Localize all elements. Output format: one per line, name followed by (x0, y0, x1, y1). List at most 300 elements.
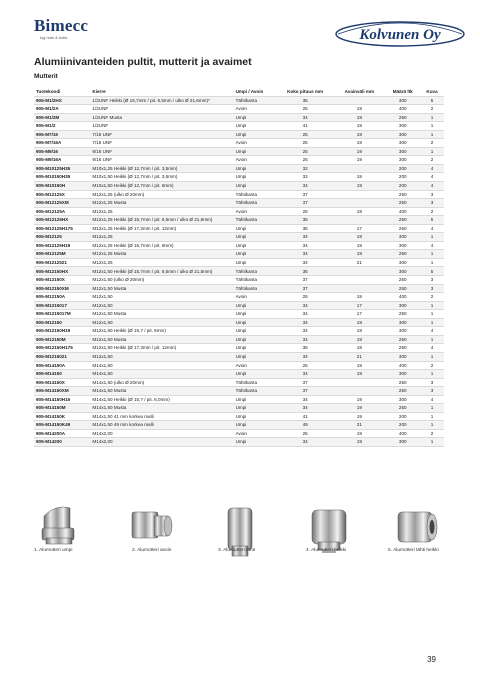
total-length-cell: 25 (277, 139, 333, 148)
table-row (34, 335, 444, 344)
figure-ref-cell: 4 (420, 182, 444, 191)
figure-ref-cell: 2 (420, 105, 444, 114)
table-row (34, 250, 444, 259)
table-row (34, 352, 444, 361)
pack-quantity-cell: 250 (385, 276, 420, 285)
wrench-size-cell: 19 (333, 318, 385, 327)
thread-cell: M12x1,50 (90, 301, 233, 310)
thread-cell: M12x1,50 Musta (90, 284, 233, 293)
figure-ref-cell: 1 (420, 318, 444, 327)
figure-ref-cell: 4 (420, 395, 444, 404)
thread-cell: M12x1,50 Heikki (Ø 17,3mm / pit. 12mm) (90, 344, 233, 353)
thread-cell: 7/16 UNF (90, 139, 233, 148)
total-length-cell: 34 (277, 370, 333, 379)
figure-ref-cell: 1 (420, 412, 444, 421)
wrench-size-cell: 19 (333, 293, 385, 302)
figure-ref-cell: 1 (420, 310, 444, 319)
figure-ref-cell: 1 (420, 352, 444, 361)
thread-cell: M10x1,50 Heikki (Ø 12,7mm / pit. 6mm) (90, 182, 233, 191)
product-code-cell: 905-M1215017 (34, 301, 90, 310)
wrench-size-cell: 19 (333, 370, 385, 379)
figure-ref-cell: 4 (420, 241, 444, 250)
thread-cell: M14x1,50 Musta (90, 404, 233, 413)
wrench-size-cell (333, 267, 385, 276)
table-row (34, 122, 444, 131)
wrench-size-cell: 19 (333, 412, 385, 421)
product-code-cell: 905-M1/2HX (34, 96, 90, 105)
product-code-cell: 905-M7/16 (34, 130, 90, 139)
product-code-cell: 905-M14200 (34, 438, 90, 447)
wrench-size-cell (333, 199, 385, 208)
wrench-size-cell: 19 (333, 113, 385, 122)
total-length-cell: 25 (277, 156, 333, 165)
nut-type-cell: Umpi (234, 352, 277, 361)
col-header-type: Umpi / Avoin (234, 88, 277, 96)
pack-quantity-cell: 300 (385, 241, 420, 250)
thread-cell: 1/2UNF (90, 122, 233, 131)
total-length-cell: 36 (277, 224, 333, 233)
product-code-cell: 905-M1215021 (34, 352, 90, 361)
nut-type-cell: Umpi (234, 327, 277, 336)
thread-cell: M12x1,25 Musta (90, 250, 233, 259)
thread-cell: 1/2UNF Musta (90, 113, 233, 122)
total-length-cell: 32 (277, 164, 333, 173)
pack-quantity-cell: 400 (385, 105, 420, 114)
thread-cell: M14x1,50 49 mm korkea malli (90, 421, 233, 430)
figure-ref-cell: 1 (420, 370, 444, 379)
product-code-cell: 905-M12150XM (34, 284, 90, 293)
figure-ref-cell: 1 (420, 421, 444, 430)
table-row (34, 164, 444, 173)
nut-heikki-image (312, 510, 346, 553)
product-code-cell: 905-M9/16A (34, 156, 90, 165)
nut-type-cell: Umpi (234, 182, 277, 191)
figure-ref-cell: 1 (420, 233, 444, 242)
nut-type-cell: Umpi (234, 233, 277, 242)
nut-type-cell: Umpi (234, 113, 277, 122)
pack-quantity-cell: 200 (385, 421, 420, 430)
col-header-code: Tuotekoodi (34, 88, 90, 96)
caption-1: 1. Alumutteri umpi (34, 548, 73, 553)
wrench-size-cell: 19 (333, 139, 385, 148)
table-row (34, 113, 444, 122)
nut-type-cell: Umpi (234, 318, 277, 327)
pack-quantity-cell: 250 (385, 199, 420, 208)
nut-type-cell: Avoin (234, 156, 277, 165)
pack-quantity-cell: 300 (385, 96, 420, 105)
total-length-cell: 34 (277, 327, 333, 336)
table-row (34, 216, 444, 225)
total-length-cell: 36 (277, 344, 333, 353)
table-row (34, 438, 444, 447)
wrench-size-cell (333, 164, 385, 173)
nut-type-cell: Umpi (234, 147, 277, 156)
product-code-cell: 905-M12125X (34, 190, 90, 199)
nut-type-cell: Umpi (234, 370, 277, 379)
nut-type-cell: Umpi (234, 412, 277, 421)
pack-quantity-cell: 250 (385, 310, 420, 319)
thread-cell: 1/2UNF Heikki (Ø 15,7mm / pit. 6,5mm / ulko Ø 21,6mm)* (90, 96, 233, 105)
product-code-cell: 905-M12125XM (34, 199, 90, 208)
figure-ref-cell: 3 (420, 190, 444, 199)
wrench-size-cell (333, 284, 385, 293)
table-row (34, 284, 444, 293)
pack-quantity-cell: 300 (385, 370, 420, 379)
nut-type-cell: Umpi (234, 395, 277, 404)
nut-type-cell: Umpi (234, 310, 277, 319)
nut-type-cell: Tähtikanta (234, 387, 277, 396)
product-code-cell: 905-M14200A (34, 429, 90, 438)
product-code-cell: 905-M12125A (34, 207, 90, 216)
table-row (34, 207, 444, 216)
table-row (34, 318, 444, 327)
wrench-size-cell: 19 (333, 429, 385, 438)
wrench-size-cell: 19 (333, 233, 385, 242)
total-length-cell: 34 (277, 182, 333, 191)
thread-cell: M12x1,50 (ulko Ø 20mm) (90, 276, 233, 285)
table-row (34, 310, 444, 319)
pack-quantity-cell: 300 (385, 139, 420, 148)
caption-4: 4. Alumutteri heikki (306, 548, 347, 553)
table-row (34, 130, 444, 139)
nut-type-cell: Tähtikanta (234, 216, 277, 225)
wrench-size-cell: 17 (333, 224, 385, 233)
col-header-figure: Kuva (420, 88, 444, 96)
figure-ref-cell: 4 (420, 173, 444, 182)
wrench-size-cell: 19 (333, 182, 385, 191)
total-length-cell: 25 (277, 147, 333, 156)
wrench-size-cell: 19 (333, 207, 385, 216)
figure-ref-cell: 2 (420, 293, 444, 302)
figure-ref-cell: 1 (420, 130, 444, 139)
wrench-size-cell: 19 (333, 438, 385, 447)
wrench-size-cell (333, 378, 385, 387)
table-row (34, 241, 444, 250)
section-title: Mutterit (34, 73, 58, 80)
caption-3: 3. Alumutteri tähti (218, 548, 256, 553)
pack-quantity-cell: 300 (385, 267, 420, 276)
pack-quantity-cell: 250 (385, 335, 420, 344)
pack-quantity-cell: 250 (385, 378, 420, 387)
table-row (34, 387, 444, 396)
pack-quantity-cell: 300 (385, 147, 420, 156)
thread-cell: 7/16 UNF (90, 130, 233, 139)
col-header-quantity: Määrä ltk (385, 88, 420, 96)
nut-type-cell: Umpi (234, 404, 277, 413)
product-code-cell: 905-M12125H175 (34, 224, 90, 233)
thread-cell: M12x1,25 (90, 258, 233, 267)
product-code-cell: 905-M12125H19 (34, 241, 90, 250)
total-length-cell: 34 (277, 335, 333, 344)
nut-type-cell: Umpi (234, 258, 277, 267)
table-row (34, 395, 444, 404)
thread-cell: M14x2,00 (90, 429, 233, 438)
bimecc-logo (34, 16, 88, 40)
figure-ref-cell: 1 (420, 147, 444, 156)
total-length-cell: 41 (277, 122, 333, 131)
nut-type-cell: Avoin (234, 293, 277, 302)
thread-cell: M12x1,50 Musta (90, 310, 233, 319)
table-row (34, 361, 444, 370)
total-length-cell: 32 (277, 173, 333, 182)
thread-cell: M10x1,50 Heikki (Ø 12,7mm / pit. 3,5mm) (90, 173, 233, 182)
figure-ref-cell: 1 (420, 438, 444, 447)
pack-quantity-cell: 200 (385, 173, 420, 182)
table-header-row (34, 88, 444, 96)
pack-quantity-cell: 250 (385, 344, 420, 353)
pack-quantity-cell: 300 (385, 122, 420, 131)
product-code-cell: 905-M12150H19 (34, 327, 90, 336)
wrench-size-cell: 19 (333, 335, 385, 344)
total-length-cell: 35 (277, 96, 333, 105)
table-row (34, 378, 444, 387)
wrench-size-cell: 21 (333, 352, 385, 361)
total-length-cell: 34 (277, 301, 333, 310)
product-code-cell: 905-M1/2 (34, 122, 90, 131)
figure-ref-cell: 2 (420, 207, 444, 216)
nut-type-cell: Umpi (234, 122, 277, 131)
figure-ref-cell: 4 (420, 344, 444, 353)
col-header-length: Koko pituus mm (277, 88, 333, 96)
figure-ref-cell: 1 (420, 404, 444, 413)
table-row (34, 293, 444, 302)
wrench-size-cell: 19 (333, 395, 385, 404)
wrench-size-cell (333, 216, 385, 225)
nut-type-cell: Tähtikanta (234, 276, 277, 285)
table-row (34, 233, 444, 242)
pack-quantity-cell: 300 (385, 130, 420, 139)
pack-quantity-cell: 250 (385, 404, 420, 413)
thread-cell: M14x1,50 Musta (90, 387, 233, 396)
total-length-cell: 34 (277, 241, 333, 250)
pack-quantity-cell: 300 (385, 258, 420, 267)
figure-ref-cell: 1 (420, 258, 444, 267)
table-row (34, 182, 444, 191)
table-row (34, 156, 444, 165)
total-length-cell: 34 (277, 233, 333, 242)
product-code-cell: 905-M14150XM (34, 387, 90, 396)
total-length-cell: 34 (277, 395, 333, 404)
figure-ref-cell: 1 (420, 301, 444, 310)
product-code-cell: 905-M14150 (34, 370, 90, 379)
product-code-cell: 905-M12150M (34, 335, 90, 344)
table-row (34, 404, 444, 413)
nut-type-cell: Tähtikanta (234, 378, 277, 387)
total-length-cell: 25 (277, 429, 333, 438)
product-code-cell: 905-M14150K (34, 412, 90, 421)
product-code-cell: 905-M14150A (34, 361, 90, 370)
table-row (34, 429, 444, 438)
figure-ref-cell: 4 (420, 164, 444, 173)
pack-quantity-cell: 250 (385, 113, 420, 122)
product-code-cell: 905-M14150K49 (34, 421, 90, 430)
thread-cell: M12x1,25 Heikki (Ø 15,7mm / pit. 6,5mm / ulko Ø 21,6mm) (90, 216, 233, 225)
figure-ref-cell: 2 (420, 429, 444, 438)
total-length-cell: 35 (277, 267, 333, 276)
nut-type-cell: Umpi (234, 438, 277, 447)
product-code-cell: 905-M10150H (34, 182, 90, 191)
total-length-cell: 37 (277, 284, 333, 293)
pack-quantity-cell: 300 (385, 352, 420, 361)
col-header-wrench: Avainväli mm (333, 88, 385, 96)
pack-quantity-cell: 250 (385, 387, 420, 396)
caption-2: 2. Alumutteri avoin (132, 548, 172, 553)
total-length-cell: 25 (277, 207, 333, 216)
product-code-cell: 905-M12125HX (34, 216, 90, 225)
pack-quantity-cell: 300 (385, 301, 420, 310)
product-code-cell: 905-M1215017M (34, 310, 90, 319)
table-row (34, 412, 444, 421)
wrench-size-cell: 21 (333, 258, 385, 267)
nut-type-cell: Avoin (234, 361, 277, 370)
wrench-size-cell: 17 (333, 301, 385, 310)
figure-ref-cell: 3 (420, 199, 444, 208)
figure-ref-cell: 1 (420, 113, 444, 122)
thread-cell: M12x1,25 (90, 233, 233, 242)
nut-type-cell: Umpi (234, 250, 277, 259)
pack-quantity-cell: 200 (385, 182, 420, 191)
total-length-cell: 25 (277, 105, 333, 114)
thread-cell: M12x1,25 Heikki (Ø 17,3mm / pit. 12mm) (90, 224, 233, 233)
figure-ref-cell: 5 (420, 267, 444, 276)
product-table (34, 88, 444, 447)
kolvunen-logo (334, 18, 466, 48)
thread-cell: M12x1,25 (ulko Ø 20mm) (90, 190, 233, 199)
total-length-cell: 37 (277, 199, 333, 208)
nut-type-cell: Tähtikanta (234, 199, 277, 208)
thread-cell: M14x1,50 41 mm korkea malli (90, 412, 233, 421)
table-body (34, 96, 444, 446)
pack-quantity-cell: 250 (385, 224, 420, 233)
product-code-cell: 905-M12150 (34, 318, 90, 327)
total-length-cell: 34 (277, 438, 333, 447)
wrench-size-cell: 19 (333, 105, 385, 114)
brand-tagline: lug nuts & bolts (40, 35, 68, 40)
pack-quantity-cell: 400 (385, 207, 420, 216)
nut-type-cell: Avoin (234, 207, 277, 216)
pack-quantity-cell: 400 (385, 293, 420, 302)
total-length-cell: 25 (277, 361, 333, 370)
pack-quantity-cell: 300 (385, 327, 420, 336)
wrench-size-cell (333, 387, 385, 396)
nut-open-image (132, 512, 172, 538)
table-row (34, 344, 444, 353)
table-row (34, 224, 444, 233)
total-length-cell: 37 (277, 190, 333, 199)
table-row (34, 327, 444, 336)
figure-ref-cell: 5 (420, 216, 444, 225)
total-length-cell: 34 (277, 318, 333, 327)
figure-ref-cell: 3 (420, 387, 444, 396)
nut-type-cell: Avoin (234, 105, 277, 114)
nut-type-cell: Umpi (234, 421, 277, 430)
thread-cell: M12x1,50 Musta (90, 335, 233, 344)
table-row (34, 267, 444, 276)
nut-type-cell: Umpi (234, 344, 277, 353)
pack-quantity-cell: 400 (385, 361, 420, 370)
nut-type-cell: Tähtikanta (234, 284, 277, 293)
product-code-cell: 905-M10150H35 (34, 173, 90, 182)
figure-ref-cell: 1 (420, 122, 444, 131)
thread-cell: M12x1,25 Musta (90, 199, 233, 208)
total-length-cell: 25 (277, 130, 333, 139)
wrench-size-cell: 19 (333, 241, 385, 250)
thread-cell: M12x1,50 (90, 293, 233, 302)
product-code-cell: 905-M9/16 (34, 147, 90, 156)
nut-closed-image (42, 507, 74, 544)
table-row (34, 147, 444, 156)
pack-quantity-cell: 400 (385, 429, 420, 438)
thread-cell: M12x1,25 (90, 207, 233, 216)
wrench-size-cell (333, 190, 385, 199)
thread-cell: 1/2UNF (90, 105, 233, 114)
table-row (34, 276, 444, 285)
thread-cell: M14x1,50 (90, 370, 233, 379)
pack-quantity-cell: 250 (385, 216, 420, 225)
thread-cell: M14x1,50 Heikki (Ø 15,7 / pit. 6,0mm) (90, 395, 233, 404)
total-length-cell: 34 (277, 113, 333, 122)
thread-cell: M12x1,50 (90, 318, 233, 327)
figure-ref-cell: 2 (420, 139, 444, 148)
nut-type-cell: Umpi (234, 164, 277, 173)
page-title: Alumiinivanteiden pultit, mutterit ja avaimet (34, 56, 252, 68)
total-length-cell: 34 (277, 250, 333, 259)
table-row (34, 370, 444, 379)
total-length-cell: 25 (277, 293, 333, 302)
wrench-size-cell: 17 (333, 310, 385, 319)
table-row (34, 301, 444, 310)
product-code-cell: 905-M12150A (34, 293, 90, 302)
table-row (34, 421, 444, 430)
product-code-cell: 905-M14150X (34, 378, 90, 387)
thread-cell: M12x1,50 Heikki (Ø 15,7mm / pit. 6,5mm / ulko Ø 21,6mm) (90, 267, 233, 276)
pack-quantity-cell: 200 (385, 164, 420, 173)
col-header-thread: Kierre (90, 88, 233, 96)
figure-ref-cell: 2 (420, 361, 444, 370)
product-code-cell: 905-M12150H175 (34, 344, 90, 353)
total-length-cell: 34 (277, 404, 333, 413)
thread-cell: M14x1,50 (90, 361, 233, 370)
table-row (34, 190, 444, 199)
figure-ref-cell: 3 (420, 378, 444, 387)
table-row (34, 173, 444, 182)
nut-type-cell: Umpi (234, 335, 277, 344)
total-length-cell: 49 (277, 421, 333, 430)
wrench-size-cell: 19 (333, 156, 385, 165)
pack-quantity-cell: 200 (385, 412, 420, 421)
table-row (34, 105, 444, 114)
nut-type-cell: Tähtikanta (234, 190, 277, 199)
nut-type-cell: Tähtikanta (234, 96, 277, 105)
pack-quantity-cell: 300 (385, 438, 420, 447)
total-length-cell: 34 (277, 310, 333, 319)
product-code-cell: 905-M12125M (34, 250, 90, 259)
wrench-size-cell (333, 96, 385, 105)
total-length-cell: 34 (277, 258, 333, 267)
pack-quantity-cell: 300 (385, 395, 420, 404)
product-code-cell: 905-M1212521 (34, 258, 90, 267)
wrench-size-cell: 19 (333, 147, 385, 156)
nut-type-cell: Umpi (234, 241, 277, 250)
thread-cell: M12x1,50 (90, 352, 233, 361)
figure-ref-cell: 5 (420, 96, 444, 105)
wrench-size-cell: 19 (333, 327, 385, 336)
partner-logo-text: Kolvunen Oy (359, 27, 441, 43)
thread-cell: M12x1,25 Heikki (Ø 15,7mm / pit. 8mm) (90, 241, 233, 250)
figure-ref-cell: 3 (420, 284, 444, 293)
product-code-cell: 905-M14150M (34, 404, 90, 413)
pack-quantity-cell: 250 (385, 284, 420, 293)
